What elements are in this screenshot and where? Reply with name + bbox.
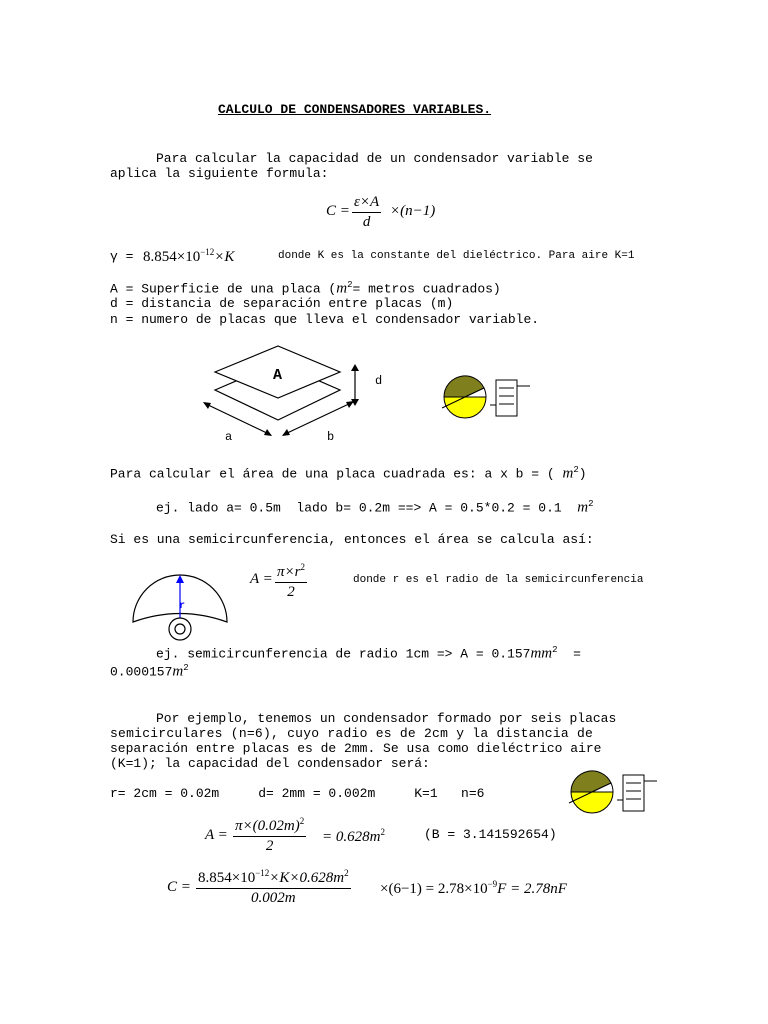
formula-c-lhs: C = bbox=[326, 203, 350, 219]
definition-n: n = numero de placas que lleva el condensador variable. bbox=[110, 312, 540, 327]
gamma-base: 8.854×10 bbox=[143, 249, 201, 265]
formula-area-lhs: A = bbox=[205, 827, 228, 843]
example-2-eq: = bbox=[573, 646, 581, 662]
paragraph-line-1: Por ejemplo, tenemos un condensador formado por seis placas bbox=[156, 711, 617, 726]
intro-line-1: Para calcular la capacidad de un condensador variable se bbox=[156, 151, 593, 166]
formula-c-denominator: d bbox=[362, 214, 371, 230]
gamma-prefix: γ = bbox=[110, 249, 134, 264]
formula-c-example-num-base: 8.854×10 bbox=[198, 870, 256, 886]
example-2-exponent-2: 2 bbox=[183, 663, 189, 673]
formula-area-rhs-text: = 0.628m bbox=[322, 829, 381, 845]
semicircle-plate-diagram bbox=[125, 567, 235, 647]
formula-area-rhs: = $0.628m^2$ bbox=[322, 827, 385, 845]
b-label: b bbox=[327, 430, 335, 444]
example-1-exponent: 2 bbox=[588, 499, 594, 509]
paragraph-line-2: semicirculares (n=6), cuyo radio es de 2cm y la distancia de bbox=[110, 726, 594, 741]
paragraph-line-3: separación entre placas es de 2mm. Se usa como dieléctrico aire bbox=[110, 741, 602, 756]
intro-line-2: aplica la siguiente formula: bbox=[110, 166, 329, 181]
definition-a-exponent: 2 bbox=[347, 280, 353, 290]
example-1 bbox=[156, 499, 594, 516]
formula-c-rhs: ×(n−1) bbox=[390, 203, 436, 219]
values-line: r= 2cm = 0.02m d= 2mm = 0.002m K=1 n=6 bbox=[110, 786, 485, 801]
area-square-unit: m bbox=[562, 465, 574, 482]
variable-capacitor-icon bbox=[440, 375, 535, 425]
radius-label: r bbox=[179, 601, 186, 612]
formula-area-denominator: 2 bbox=[265, 838, 274, 854]
formula-semi-fraction bbox=[275, 562, 307, 601]
pi-note: (B = 3.141592654) bbox=[424, 827, 557, 842]
formula-c-example-num-tail: ×K×0.628m bbox=[269, 870, 345, 886]
formula-area-fraction bbox=[233, 816, 306, 855]
area-square-exponent: 2 bbox=[573, 465, 579, 475]
formula-area-numerator: $\pi\times(0.02m)^2$ bbox=[233, 816, 306, 837]
plate-label-a: A bbox=[273, 367, 283, 384]
formula-area-num-text: π×(0.02m) bbox=[235, 818, 300, 834]
paragraph-line-4: (K=1); la capacidad del condensador será: bbox=[110, 756, 430, 771]
example-1-unit: m bbox=[577, 499, 589, 516]
semi-note: donde r es el radio de la semicircunferencia bbox=[353, 574, 644, 586]
page-title: CALCULO DE CONDENSADORES VARIABLES. bbox=[218, 102, 492, 117]
formula-semi-num-text: π×r bbox=[277, 564, 301, 580]
definition-d: d = distancia de separación entre placas (m) bbox=[110, 296, 454, 311]
gamma-formula bbox=[143, 247, 234, 266]
definition-a-prefix: A = Superficie de una placa ( bbox=[110, 281, 337, 297]
example-2-exponent-1: 2 bbox=[552, 645, 558, 655]
formula-c-example-num-exp: −12 bbox=[255, 868, 270, 878]
area-square-close: ) bbox=[578, 466, 587, 482]
example-2-text: ej. semicircunferencia de radio 1cm => A = 0.157 bbox=[156, 646, 531, 662]
example-2-unit-2: m bbox=[172, 663, 184, 680]
area-square-text bbox=[110, 465, 587, 482]
a-label: a bbox=[225, 430, 233, 444]
semicircle-text: Si es una semicircunferencia, entonces el área se calcula así: bbox=[110, 532, 594, 547]
area-square-label: Para calcular el área de una placa cuadrada es: a x b = ( bbox=[110, 466, 555, 482]
variable-capacitor-icon-2 bbox=[567, 770, 662, 820]
example-2-unit-1: mm bbox=[530, 645, 553, 662]
example-2-value: 0.000157 bbox=[110, 664, 173, 680]
gamma-tail: ×K bbox=[214, 249, 235, 265]
formula-semi-numerator: $\pi\times r^2$ bbox=[275, 562, 307, 583]
formula-c-numerator: ε×A bbox=[352, 194, 381, 213]
formula-c-example-denominator: 0.002m bbox=[251, 890, 296, 906]
formula-semi-denominator: 2 bbox=[287, 584, 295, 600]
example-2-line-2 bbox=[110, 663, 189, 680]
formula-c-fraction bbox=[352, 194, 381, 231]
d-label: d bbox=[375, 374, 383, 388]
formula-semi-lhs: A = bbox=[250, 571, 273, 587]
formula-c-example-rhs-exp: −9 bbox=[487, 879, 498, 889]
shaft-inner bbox=[175, 624, 185, 634]
definition-a-unit: m bbox=[336, 280, 348, 297]
formula-c-example-numerator: $8.854\times 10^{-12}\times K\times 0.628m^2$ bbox=[196, 868, 351, 889]
formula-c-example-rhs bbox=[380, 879, 567, 898]
example-1-text: ej. lado a= 0.5m lado b= 0.2m ==> A = 0.5*0.2 = 0.1 bbox=[156, 500, 562, 516]
formula-c-example-rhs-base: ×(6−1) = 2.78×10 bbox=[380, 881, 488, 897]
example-2 bbox=[156, 645, 581, 662]
plates-diagram bbox=[195, 340, 395, 450]
gamma-exponent: −12 bbox=[200, 247, 215, 257]
formula-c-example-fraction bbox=[196, 868, 351, 907]
definition-a bbox=[110, 280, 501, 297]
gamma-note: donde K es la constante del dieléctrico. Para aire K=1 bbox=[278, 250, 635, 262]
formula-c-example-lhs: C = bbox=[167, 879, 191, 895]
definition-a-suffix: = metros cuadrados) bbox=[352, 281, 501, 297]
formula-c-example-rhs-tail: F = 2.78nF bbox=[497, 881, 567, 897]
